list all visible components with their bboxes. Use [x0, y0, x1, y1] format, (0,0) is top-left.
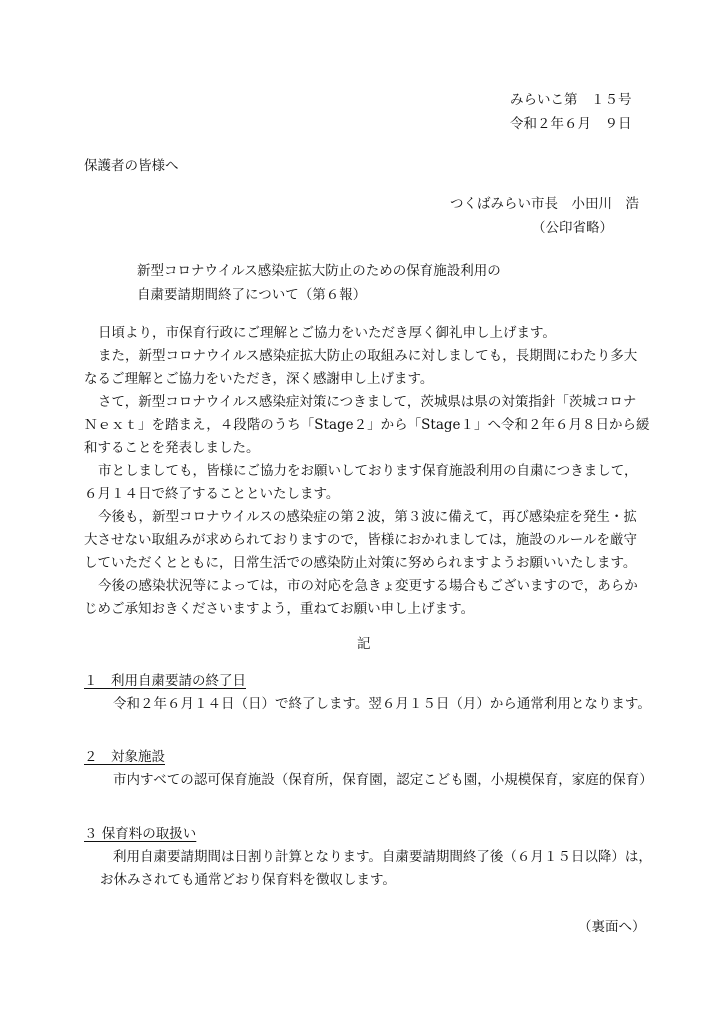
section-heading-1: １ 利用自粛要請の終了日	[84, 673, 246, 689]
section-heading-2: ２ 対象施設	[84, 749, 165, 765]
body-line: 大させない取組みが求められておりますので，皆様におかれましては，施設のルールを厳守	[84, 532, 637, 548]
continued-on-back: （裏面へ）	[578, 919, 646, 935]
body-line: さて，新型コロナウイルス感染症対策につきまして，茨城県は県の対策指針「茨城コロナ	[98, 394, 637, 410]
body-line: 和することを発表しました。	[84, 440, 260, 456]
body-line: ６月１４日で終了することといたします。	[84, 486, 340, 502]
section-text: 令和２年６月１４日（日）で終了します。翌６月１５日（月）から通常利用となります。	[113, 696, 651, 712]
document-title-line-1: 新型コロナウイルス感染症拡大防止のための保育施設利用の	[137, 263, 501, 279]
document-title-line-2: 自粛要請期間終了について（第６報）	[137, 287, 367, 303]
body-line: 今後も，新型コロナウイルスの感染症の第２波，第３波に備えて，再び感染症を発生・拡	[98, 509, 637, 525]
body-line: じめご承知おきくださいますよう，重ねてお願い申し上げます。	[84, 601, 475, 617]
body-line: なるご理解とご協力をいただき，深く感謝申し上げます。	[84, 371, 434, 387]
body-line: 市としましても，皆様にご協力をお願いしております保育施設利用の自粛につきまして，	[98, 463, 638, 479]
section-text: お休みされても通常どおり保育料を徴収します。	[100, 872, 396, 888]
body-line: Ｎｅｘｔ」を踏まえ，４段階のうち「Stage２」から「Stage１」へ令和２年６月８日から緩	[84, 417, 650, 433]
ki-marker: 記	[357, 636, 371, 652]
addressee: 保護者の皆様へ	[84, 158, 179, 174]
sender: つくばみらい市長 小田川 浩	[450, 196, 639, 212]
body-line: していただくとともに，日常生活での感染防止対策に努められますようお願いいたします。	[84, 555, 637, 571]
section-heading-3: ３ 保育料の取扱い	[84, 826, 197, 842]
document-number: みらいこ第 １５号	[510, 92, 632, 108]
body-line: 日頃より，市保育行政にご理解とご協力をいただき厚く御礼申し上げます。	[98, 325, 556, 341]
section-text: 利用自粛要請期間は日割り計算となります。自粛要請期間終了後（６月１５日以降）は，	[113, 849, 652, 865]
document-date: 令和２年６月 ９日	[510, 116, 632, 132]
seal-note: （公印省略）	[532, 220, 613, 236]
body-line: また，新型コロナウイルス感染症拡大防止の取組みに対しましても，長期間にわたり多大	[98, 348, 638, 364]
section-text: 市内すべての認可保育施設（保育所，保育園，認定こども園，小規模保育，家庭的保育）	[113, 772, 653, 788]
body-line: 今後の感染状況等によっては，市の対応を急きょ変更する場合もございますので，あらか	[98, 578, 638, 594]
